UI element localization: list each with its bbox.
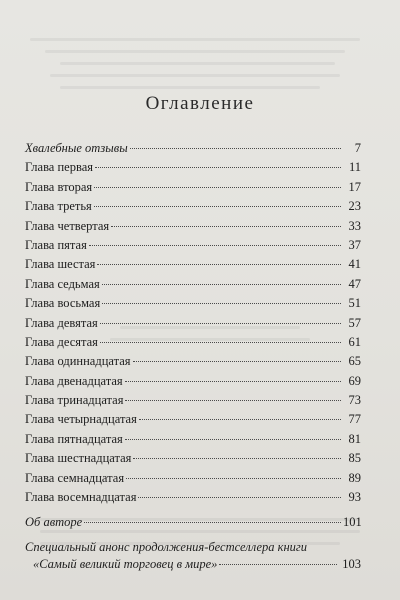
dot-leader bbox=[97, 264, 341, 265]
toc-entry[interactable] bbox=[25, 294, 361, 313]
toc-entry-page-number: 57 bbox=[348, 315, 361, 330]
toc-entry[interactable] bbox=[25, 217, 361, 236]
toc-entry-page-number: 101 bbox=[343, 515, 362, 530]
toc-entry[interactable] bbox=[25, 178, 361, 197]
toc-entry-title: Глава восьмая bbox=[25, 296, 101, 311]
toc-entry-page-number: 41 bbox=[348, 257, 361, 272]
toc-entry-page-number: 93 bbox=[348, 490, 361, 505]
toc-entry-title: Глава шестнадцатая bbox=[25, 451, 132, 466]
toc-entry-title: Глава девятая bbox=[25, 315, 98, 330]
dot-leader bbox=[133, 458, 341, 459]
dot-leader bbox=[133, 361, 341, 362]
toc-entry[interactable] bbox=[25, 352, 361, 371]
toc-entry-about-author[interactable] bbox=[25, 513, 361, 532]
dot-leader bbox=[111, 226, 341, 227]
toc-entry-title: Глава седьмая bbox=[25, 276, 100, 291]
dot-leader bbox=[102, 284, 341, 285]
toc-entry-title: Хвалебные отзывы bbox=[25, 141, 128, 155]
dot-leader bbox=[125, 439, 341, 440]
toc-entry[interactable] bbox=[25, 314, 361, 333]
dot-leader bbox=[95, 167, 341, 168]
dot-leader bbox=[100, 342, 341, 343]
toc-entry-title: Глава пятая bbox=[25, 237, 87, 252]
toc-entry[interactable] bbox=[25, 372, 361, 391]
toc-entry[interactable] bbox=[25, 391, 361, 410]
toc-entry[interactable] bbox=[25, 333, 361, 352]
toc-entry[interactable] bbox=[25, 488, 361, 507]
toc-entry-page-number: 47 bbox=[348, 276, 361, 291]
toc-entry-title-line1: Специальный анонс продолжения-бестселлера книги bbox=[25, 539, 308, 554]
dot-leader bbox=[100, 323, 341, 324]
toc-entry-page-number: 65 bbox=[348, 354, 361, 369]
toc-entry-title: Глава вторая bbox=[25, 179, 93, 194]
dot-leader bbox=[125, 381, 341, 382]
toc-entry-page-number: 17 bbox=[348, 179, 361, 194]
table-of-contents bbox=[25, 139, 361, 573]
toc-entry-title-line2-row bbox=[25, 556, 361, 573]
dot-leader bbox=[125, 400, 341, 401]
toc-entry-page-number: 11 bbox=[348, 160, 361, 175]
toc-entry[interactable] bbox=[25, 197, 361, 216]
toc-entry-title: Глава одиннадцатая bbox=[25, 354, 131, 369]
toc-entry-title: Глава первая bbox=[25, 160, 94, 175]
toc-entry-special-announcement[interactable] bbox=[25, 539, 361, 573]
dot-leader bbox=[94, 187, 341, 188]
toc-entry[interactable] bbox=[25, 449, 361, 468]
toc-entry-page-number: 23 bbox=[348, 199, 361, 214]
toc-entry-page-number: 69 bbox=[348, 373, 361, 388]
toc-entry-page-number: 37 bbox=[348, 237, 361, 252]
page-title: Оглавление bbox=[145, 93, 255, 114]
toc-entry[interactable] bbox=[25, 430, 361, 449]
dot-leader bbox=[139, 419, 341, 420]
toc-entry-page-number: 61 bbox=[348, 334, 361, 349]
toc-entry-page-number: 81 bbox=[348, 431, 361, 446]
toc-entry-title: Глава семнадцатая bbox=[25, 470, 125, 485]
toc-entry-title: Глава десятая bbox=[25, 334, 98, 349]
toc-entry-page-number: 77 bbox=[348, 412, 361, 427]
dot-leader bbox=[102, 303, 341, 304]
toc-entry-page-number: 51 bbox=[348, 296, 361, 311]
toc-entry[interactable] bbox=[25, 236, 361, 255]
toc-entry-page-number: 103 bbox=[342, 556, 361, 571]
toc-entry-title: Глава шестая bbox=[25, 257, 96, 272]
toc-entry-title: Глава двенадцатая bbox=[25, 373, 123, 388]
toc-entry-page-number: 89 bbox=[348, 470, 361, 485]
dot-leader bbox=[89, 245, 341, 246]
dot-leader bbox=[84, 522, 341, 523]
toc-entry-title: Об авторе bbox=[25, 515, 83, 530]
toc-entry-title: Глава тринадцатая bbox=[25, 393, 124, 408]
toc-entry-page-number: 7 bbox=[354, 141, 361, 155]
toc-entry[interactable] bbox=[25, 469, 361, 488]
toc-entry-title: Глава четырнадцатая bbox=[25, 412, 137, 427]
toc-entry[interactable] bbox=[25, 139, 361, 158]
toc-entry-title: Глава восемнадцатая bbox=[25, 490, 137, 505]
toc-entry[interactable] bbox=[25, 158, 361, 177]
dot-leader bbox=[138, 497, 341, 498]
dot-leader bbox=[219, 564, 337, 565]
toc-entry[interactable] bbox=[25, 275, 361, 294]
dot-leader bbox=[130, 148, 341, 149]
dot-leader bbox=[94, 206, 341, 207]
toc-entry[interactable] bbox=[25, 410, 361, 429]
toc-entry-title: Глава третья bbox=[25, 199, 92, 214]
toc-entry-page-number: 33 bbox=[348, 218, 361, 233]
toc-entry-title: Глава пятнадцатая bbox=[25, 431, 123, 446]
toc-entry-page-number: 85 bbox=[348, 451, 361, 466]
toc-entry-title: Глава четвертая bbox=[25, 218, 110, 233]
dot-leader bbox=[126, 478, 341, 479]
toc-entry-page-number: 73 bbox=[348, 393, 361, 408]
toc-entry[interactable] bbox=[25, 255, 361, 274]
toc-entry-title-line2: «Самый великий торговец в мире» bbox=[33, 556, 218, 571]
